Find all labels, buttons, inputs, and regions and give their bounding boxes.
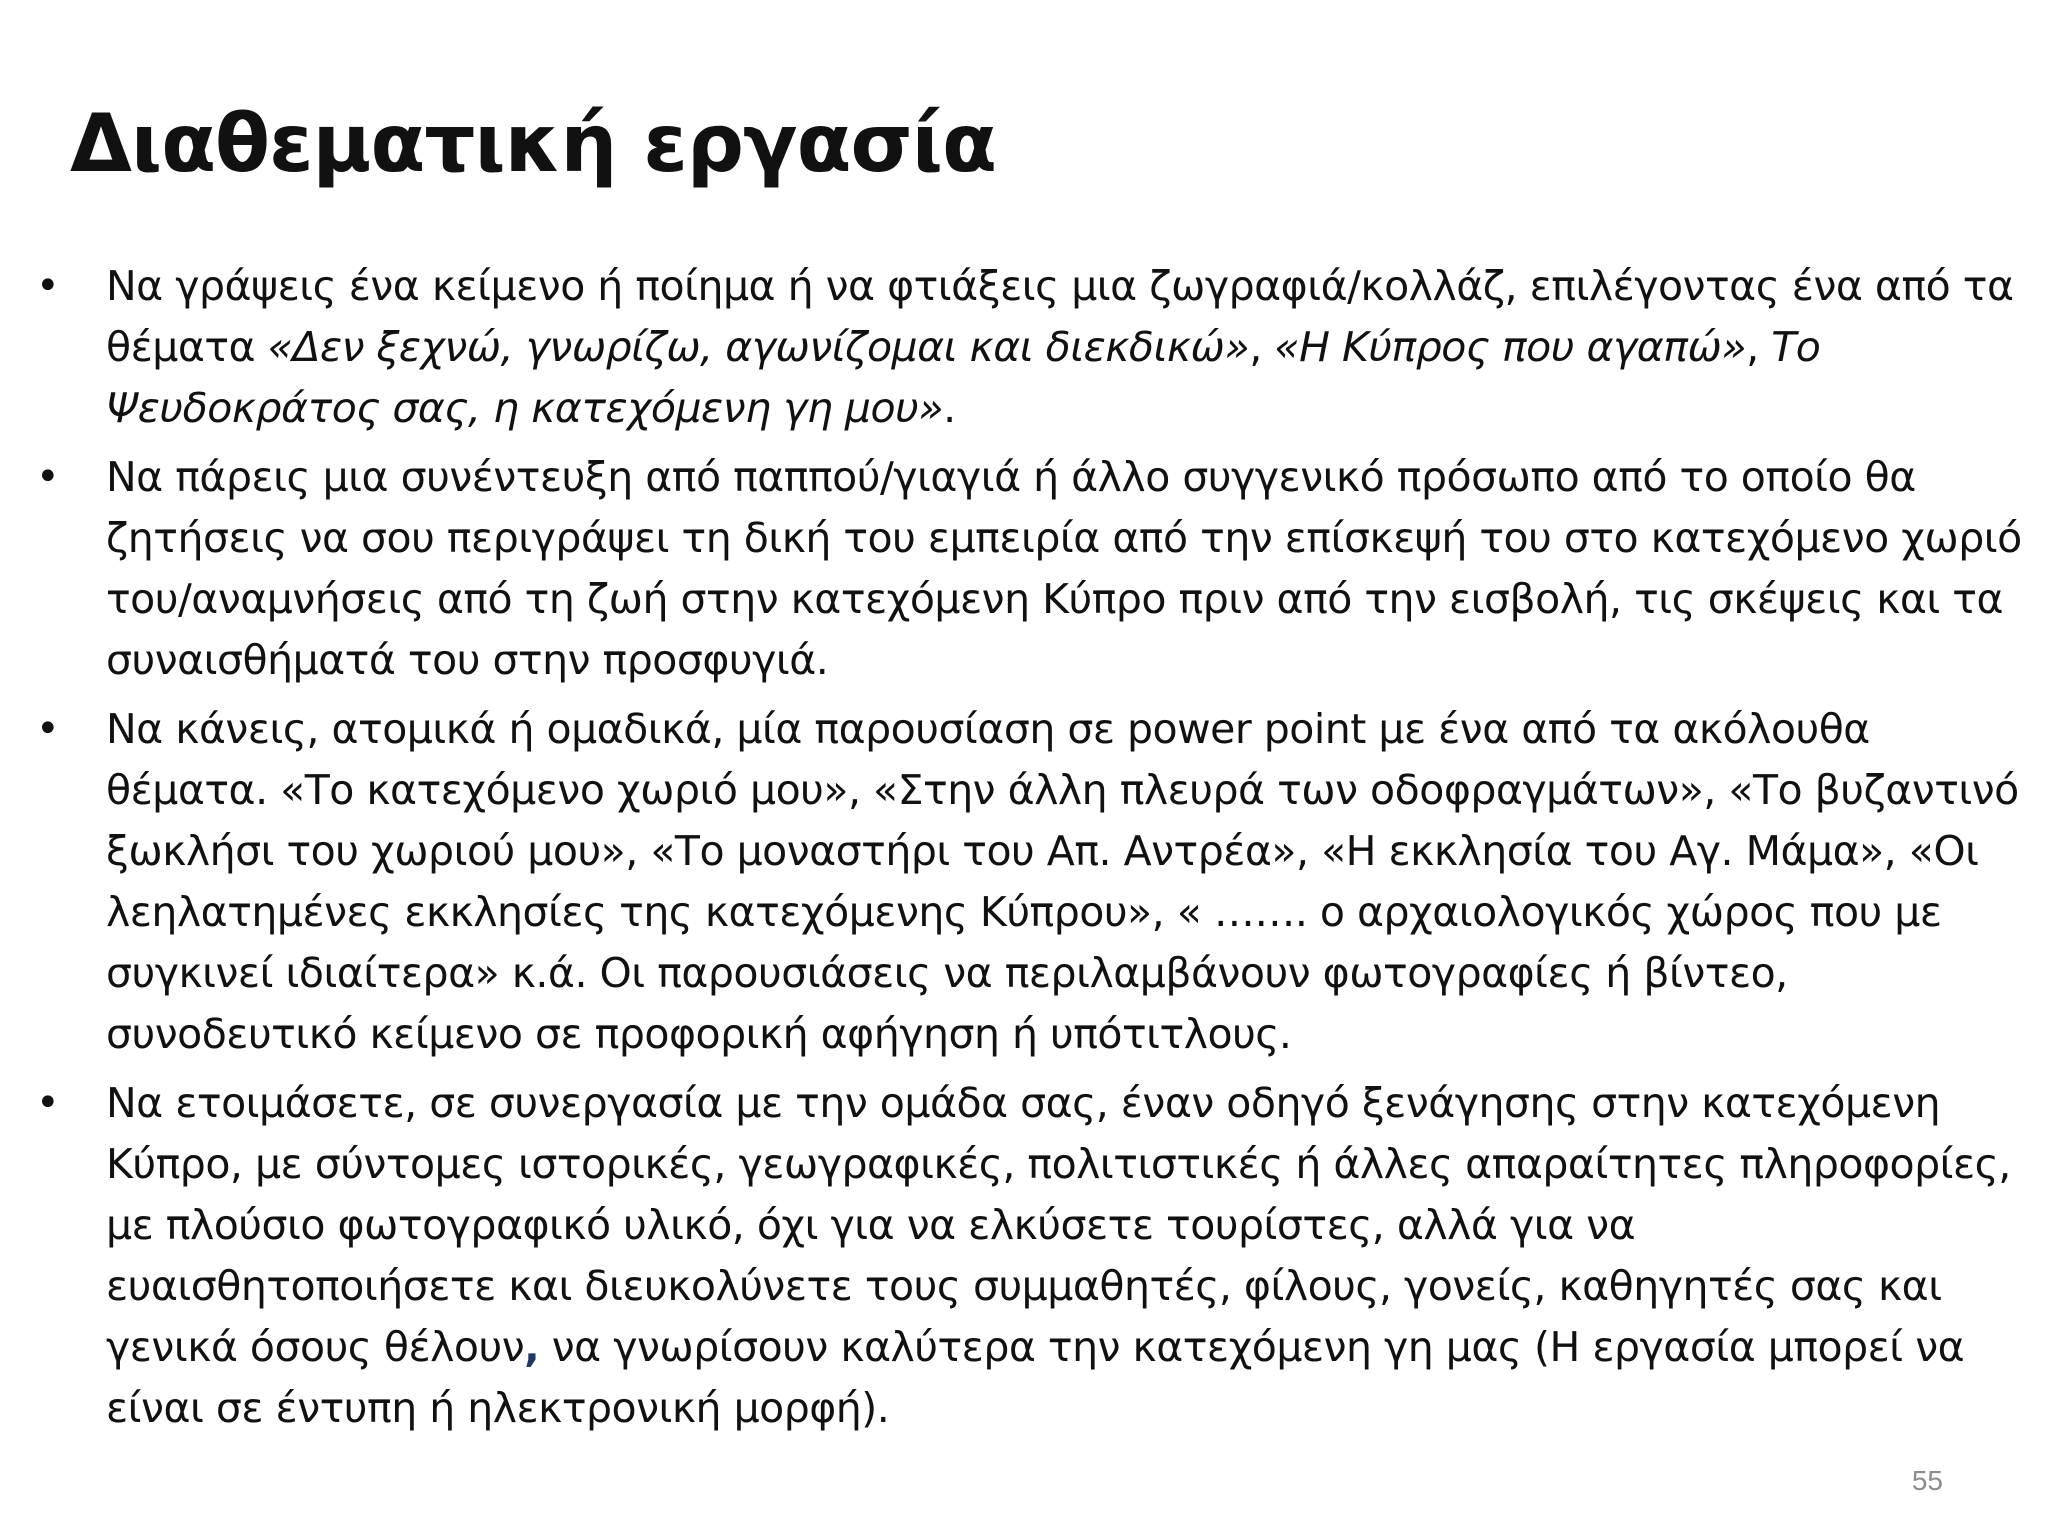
bullet-text: , [1249, 323, 1275, 371]
bullet-text: Να πάρεις μια συνέντευξη από παππού/γιαγιά ή άλλο συγγενικό πρόσωπο από το οποίο θα ζητήσεις να σου περιγράψει τη δική του εμπειρία από την επίσκεψή του στο κατεχόμενο χωριό του/αναμνήσεις από τη ζωή στην κατεχόμενη Κύπρο πριν από την εισβολή, τις σκέψεις και τα συναισθήματά του στην προσφυγιά. [106, 453, 2022, 684]
bullet-text: Να κάνεις, ατομικά ή ομαδικά, μία παρουσίαση σε power point με ένα από τα ακόλουθα θέματα. «Το κατεχόμενο χωριό μου», «Στην άλλη πλευρά των οδοφραγμάτων», «Το βυζαντινό ξωκλήσι του χωριού μου», «Το μοναστήρι του Απ. Αντρέα», «Η εκκλησία του Αγ. Μάμα», «Οι λεηλατημένες εκκλησίες της κατεχόμενης Κύπρου», « ……. ο αρχαιολογικός χώρος που με συγκινεί ιδιαίτερα» κ.ά. Οι παρουσιάσεις να περιλαμβάνουν φωτογραφίες ή βίντεο, συνοδευτικό κείμενο σε προφορική αφήγηση ή υπότιτλους. [106, 705, 2019, 1058]
slide-title: Διαθεματική εργασία [70, 97, 996, 190]
bullet-item-presentation [36, 699, 2026, 1065]
bullet-text: να γνωρίσουν καλύτερα την κατεχόμενη γη μας (Η εργασία μπορεί να είναι σε έντυπη ή ηλεκτρονική μορφή). [106, 1323, 1965, 1432]
page-number: 55 [1911, 1465, 1943, 1496]
bullet-text: , [1746, 323, 1772, 371]
bullet-item-interview [36, 447, 2026, 691]
topic-italic: Το Ψευδοκράτος σας, η κατεχόμενη γη μου» [106, 323, 1821, 432]
bullet-item-writing [36, 256, 2026, 439]
bullet-text: Να γράψεις ένα κείμενο ή ποίημα ή να φτιάξεις μια ζωγραφιά/κολλάζ, επιλέγοντας ένα από τα θέματα [106, 262, 2014, 371]
topic-italic: «Η Κύπρος που αγαπώ» [1274, 323, 1747, 371]
topic-italic: «Δεν ξεχνώ, γνωρίζω, αγωνίζομαι και διεκδικώ» [267, 323, 1250, 371]
accent-comma: , [524, 1323, 540, 1371]
bullet-list [36, 256, 2026, 1447]
bullet-text: . [943, 384, 956, 432]
bullet-item-tour-guide [36, 1073, 2026, 1439]
bullet-text: Να ετοιμάσετε, σε συνεργασία με την ομάδα σας, έναν οδηγό ξενάγησης στην κατεχόμενη Κύπρο, με σύντομες ιστορικές, γεωγραφικές, πολιτιστικές ή άλλες απαραίτητες πληροφορίες, με πλούσιο φωτογραφικό υλικό, όχι για να ελκύσετε τουρίστες, αλλά για να ευαισθητοποιήσετε και διευκολύνετε τους συμμαθητές, φίλους, γονείς, καθηγητές σας και γενικά όσους θέλουν [106, 1079, 2011, 1371]
